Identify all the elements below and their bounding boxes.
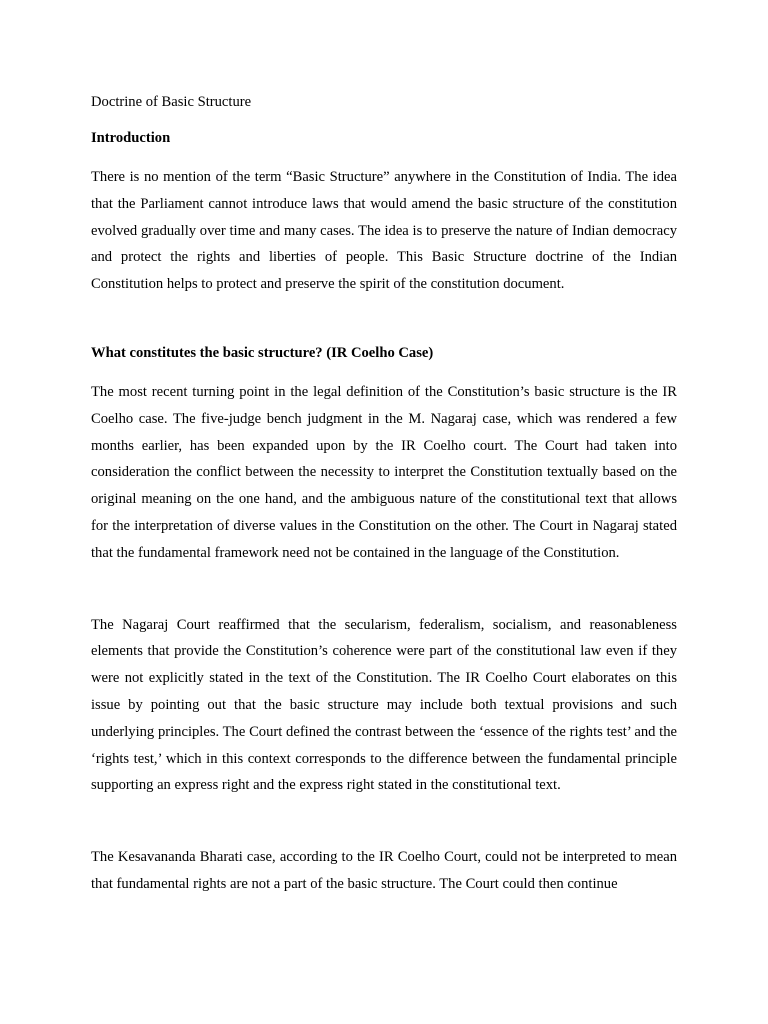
intro-paragraph: There is no mention of the term “Basic Structure” anywhere in the Constitution of India. The idea that the Parliament cannot introduce laws that would amend the basic structure of the constitution evolved gradually over time and many cases. The idea is to preserve the nature of Indian democracy and protect the rights and liberties of people. This Basic Structure doctrine of the Indian Constitution helps to protect and preserve the spirit of the constitution document. xyxy=(91,169,677,293)
body-paragraph-3: The Kesavananda Bharati case, according to the IR Coelho Court, could not be interpreted to mean that fundamental rights are not a part of the basic structure. The Court could then continue xyxy=(91,849,677,892)
body-paragraph-2: The Nagaraj Court reaffirmed that the secularism, federalism, socialism, and reasonableness elements that provide the Constitution’s coherence were part of the constitutional law even if they were not explicitly stated in the text of the Constitution. The IR Coelho Court elaborates on this issue by pointing out that the basic structure may include both textual provisions and such underlying principles. The Court defined the contrast between the ‘essence of the rights test’ and the ‘rights test,’ which in this context corresponds to the difference between the fundamental principle supporting an express right and the express right stated in the constitutional text. xyxy=(91,616,677,794)
body-paragraph-1: The most recent turning point in the legal definition of the Constitution’s basic structure is the IR Coelho case. The five-judge bench judgment in the M. Nagaraj case, which was rendered a few months earlier, has been expanded upon by the IR Coelho court. The Court had taken into consideration the conflict between the necessity to interpret the Constitution textually based on the original meaning on the one hand, and the ambiguous nature of the constitutional text that allows for the interpretation of diverse values in the Constitution on the other. The Court in Nagaraj stated that the fundamental framework need not be contained in the language of the Constitution. xyxy=(91,383,677,561)
spacer xyxy=(91,799,677,844)
section-heading: What constitutes the basic structure? (IR Coelho Case) xyxy=(91,344,434,361)
document-title: Doctrine of Basic Structure xyxy=(91,94,252,110)
spacer xyxy=(91,567,677,612)
document-page xyxy=(91,92,677,898)
spacer xyxy=(91,298,677,343)
intro-heading: Introduction xyxy=(91,130,171,146)
